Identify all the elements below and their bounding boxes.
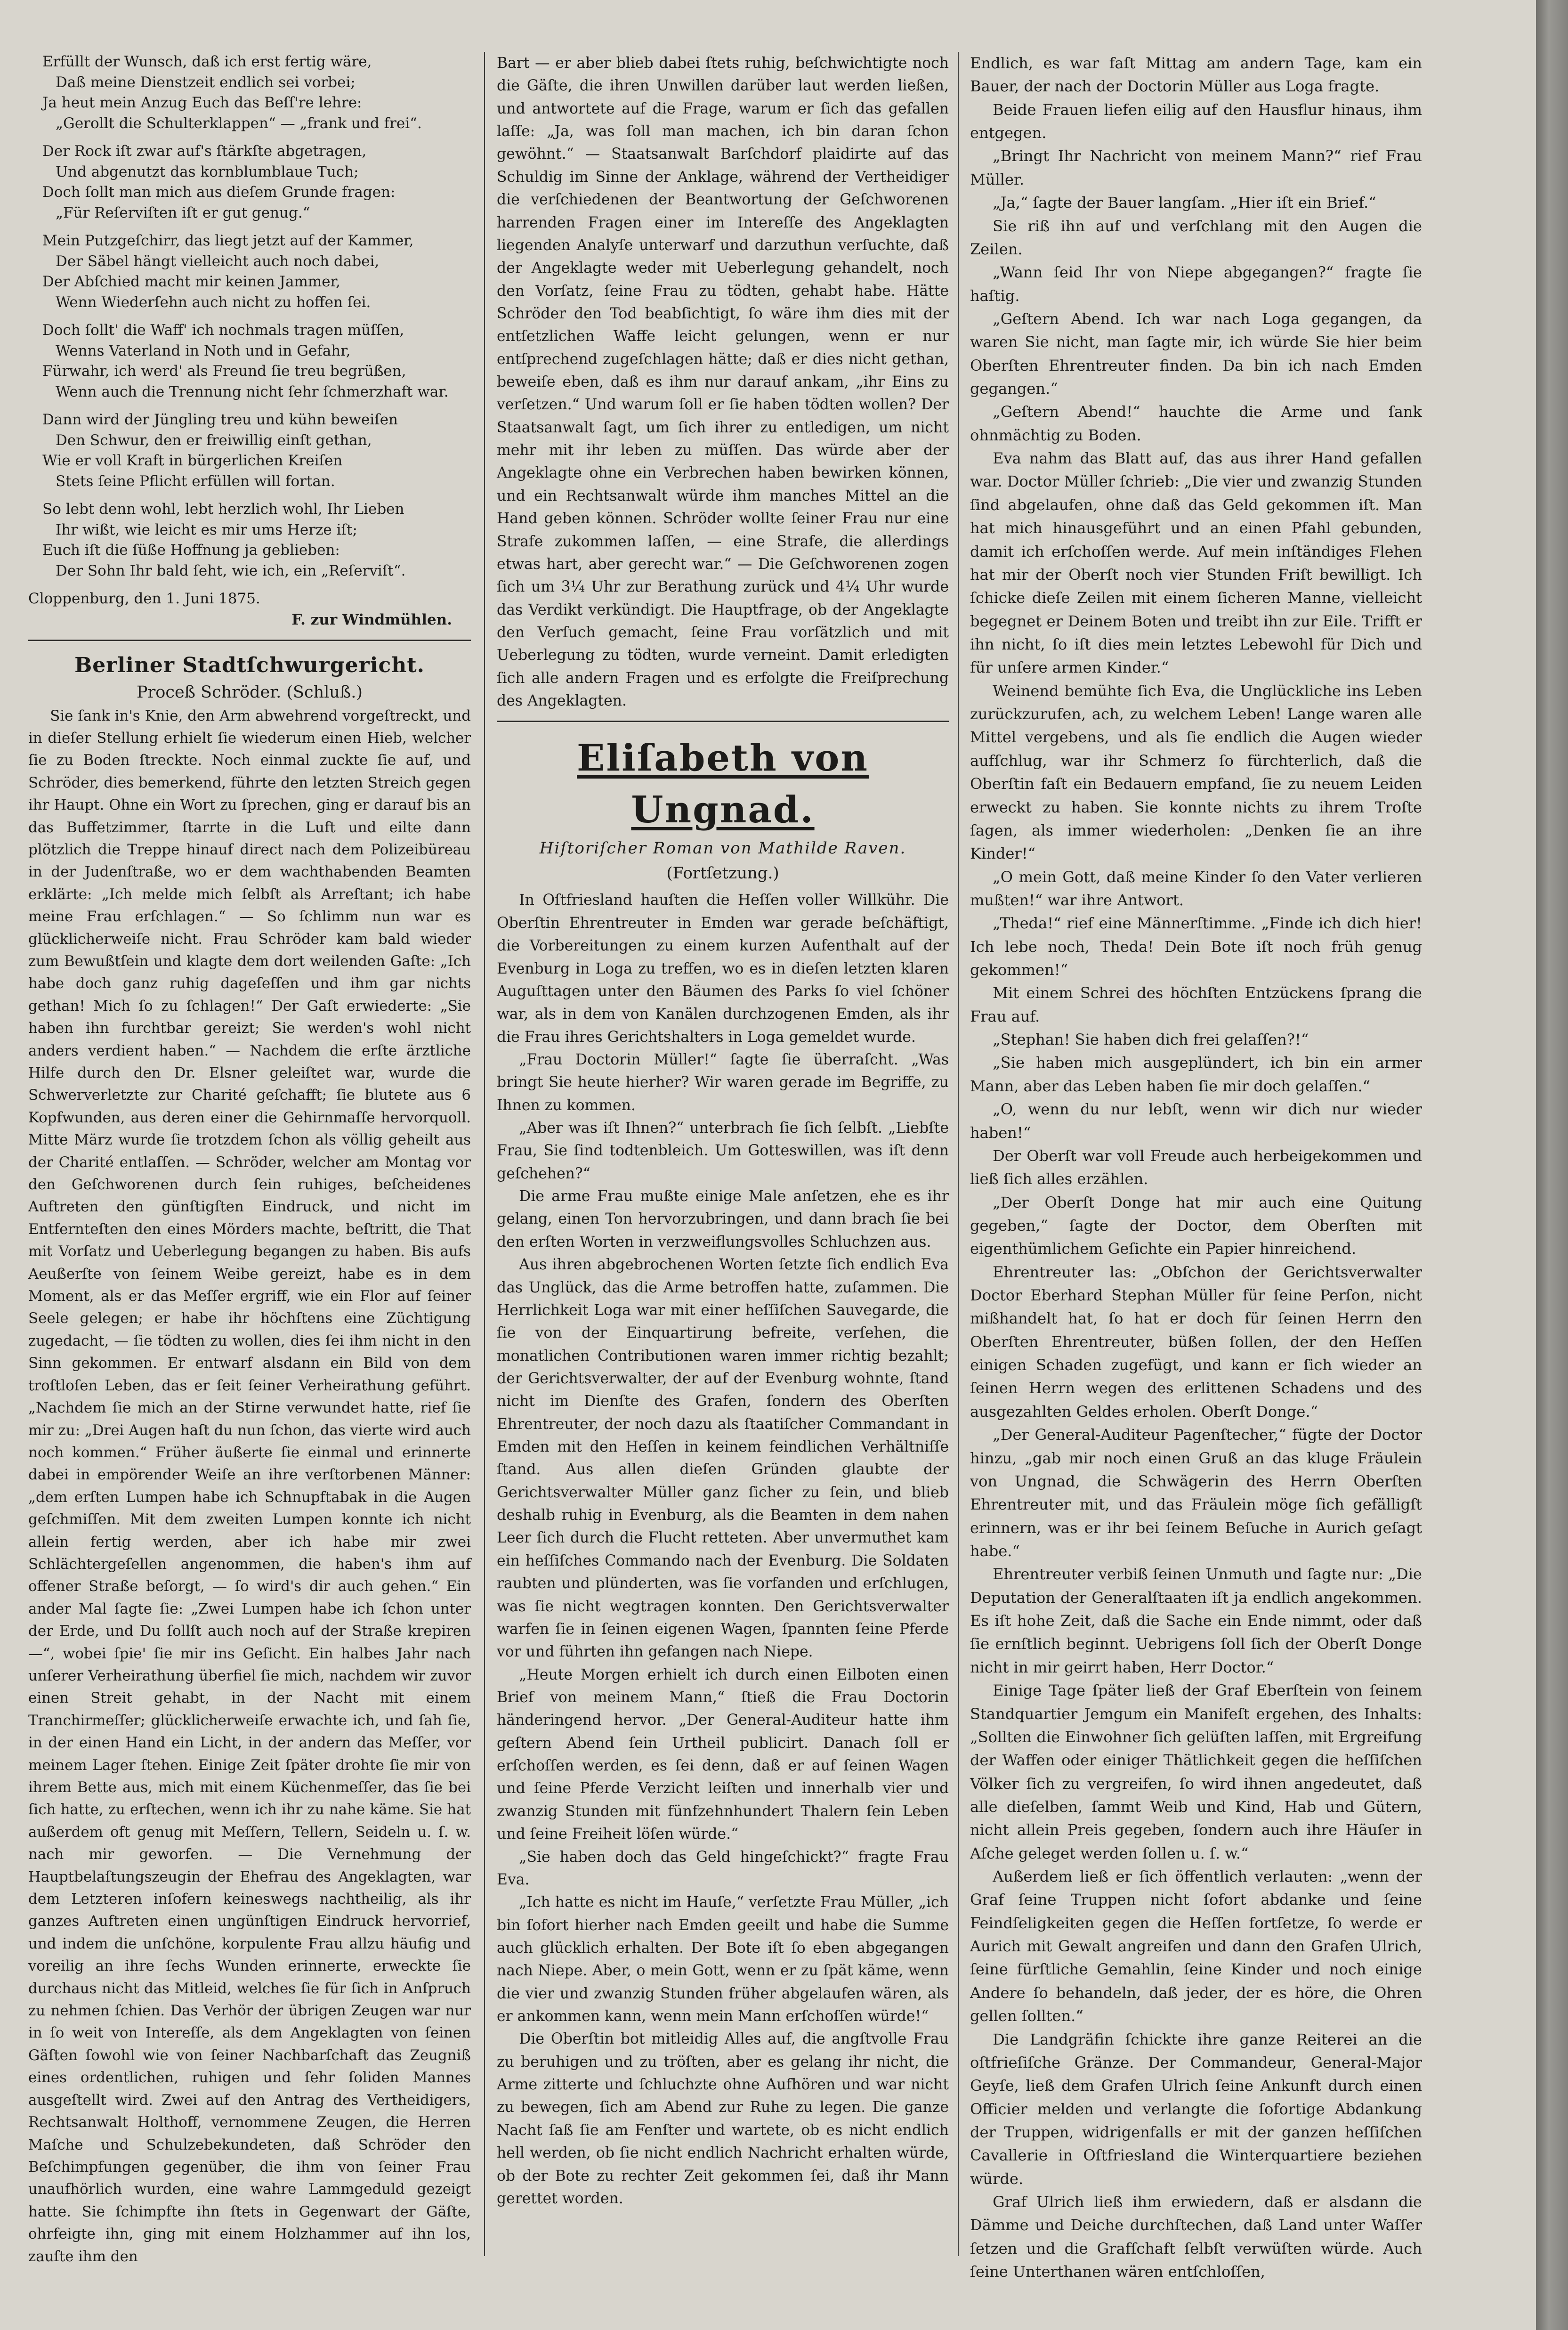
poem-stanza: [42, 231, 471, 313]
paragraph: Die Oberſtin bot mitleidig Alles auf, die angſtvolle Frau zu beruhigen und zu tröſten, aber es gelang ihr nicht, die Arme zitterte und ſchluchzte ohne Aufhören und war nicht zu bewegen, ſich am Abend zur Ruhe zu legen. Die ganze Nacht ſaß ſie am Fenſter und wartete, ob es nicht endlich hell werden, ob ſie nicht endlich Nachricht erhalten würde, ob der Bote zu rechter Zeit gekommen ſei, daß ihr Mann gerettet worden.: [497, 2030, 949, 2207]
paragraph: Endlich, es war faſt Mittag am andern Tage, kam ein Bauer, der nach der Doctorin Müller aus Loga fragte.: [970, 54, 1422, 96]
paragraph: Bart — er aber blieb dabei ſtets ruhig, beſchwichtigte noch die Gäſte, die ihren Unwillen darüber laut werden ließen, und antwortete auf die Frage, warum er ſich das gefallen laſſe: „Ja, was ſoll man machen, ich bin daran ſchon gewöhnt.“ — Staatsanwalt Barſchdorf plaidirte auf das Schuldig im Sinne der Anklage, während der Vertheidiger die verſchiedenen der Beantwortung der Geſchworenen harrenden Fragen einer im Intereſſe des Angeklagten liegenden Analyſe unterwarf und darzuthun verſuchte, daß der Angeklagte weder mit Ueberlegung gehandelt, noch den Vorſatz, ſeine Frau zu tödten, gehabt habe. Hätte Schröder den Tod beabſichtigt, ſo wäre ihm dies mit der entſetzlichen Waffe leicht gelungen, wenn er nur entſprechend zugeſchlagen hätte; daß er dies nicht gethan, beweiſe eben, daß es ihm nur darauf ankam, „ihr Eins zu verſetzen.“ Und warum ſoll er ſie haben tödten wollen? Der Staatsanwalt ſagt, um ſich ihrer zu entledigen, um nicht mehr mit ihr leben zu müſſen. Das würde aber der Angeklagte ohne ein Verbrechen haben bewirken können, und ein Rechtsanwalt würde ihm manches Mittel an die Hand geben können. Schröder wollte ſeiner Frau nur eine Strafe zukommen laſſen, — eine Strafe, die allerdings etwas hart, aber gerecht war.“ — Die Geſchworenen zogen ſich um 3¼ Uhr zur Berathung zurück und 4¼ Uhr wurde das Verdikt verkündigt. Die Hauptfrage, ob der Angeklagte den Verſuch gemacht, ſeine Frau vorſätzlich und mit Ueberlegung zu tödten, wurde verneint. Damit erledigten ſich alle andern Fragen und es erfolgte die Freiſprechung des Angeklagten.: [497, 55, 949, 710]
poem-line: Wenns Vaterland in Noth und in Gefahr,: [56, 342, 351, 359]
paragraph: Beide Frauen liefen eilig auf den Hausflur hinaus, ihm entgegen.: [970, 100, 1422, 142]
poem-stanza: [42, 52, 471, 134]
poem-line: „Für Reſerviſten iſt er gut genug.“: [56, 204, 310, 221]
paragraph: Aus ihren abgebrochenen Worten ſetzte ſich endlich Eva das Unglück, das die Arme betroffen hatte, zuſammen. Die Herrlichkeit Loga war mit einer heſſiſchen Sauvegarde, die ſie von der Einquartirung befreite, verſehen, die monatlichen Contributionen waren immer richtig bezahlt; der Gerichtsverwalter, der auf der Evenburg wohnte, ſtand nicht im Dienſte des Grafen, ſondern des Oberſten Ehrentreuter, der noch dazu als ſtaatiſcher Commandant in Emden mit den Heſſen in keinem feindlichen Verhältniſſe ſtand. Aus allen dieſen Gründen glaubte der Gerichtsverwalter Müller ganz ſicher zu ſein, und blieb deshalb ruhig in Evenburg, als die Beamten in dem nahen Leer ſich durch die Flucht retteten. Aber unvermuthet kam ein heſſiſches Commando nach der Evenburg. Die Soldaten raubten und plünderten, was ſie vorfanden und erſchlugen, was ſie nicht wegtragen konnten. Den Gerichtsverwalter warfen ſie in ſeinen eigenen Wagen, ſpannten ſeine Pferde vor und führten ihn gefangen nach Niepe.: [497, 1256, 949, 1661]
poem-line: Wie er voll Kraft in bürgerlichen Kreiſen: [42, 452, 343, 469]
paragraph: „Sie haben doch das Geld hingeſchickt?“ fragte Frau Eva.: [497, 1848, 949, 1888]
paragraph: „O mein Gott, daß meine Kinder ſo den Vater verlieren mußten!“ war ihre Antwort.: [970, 868, 1422, 909]
poem-signature: F. zur Windmühlen.: [291, 611, 452, 628]
paragraph: In Oſtfriesland hauſten die Heſſen voller Willkühr. Die Oberſtin Ehrentreuter in Emden war gerade beſchäftigt, die Vorbereitungen zu einem kurzen Aufenthalt auf der Evenburg in Loga zu treffen, wo es in dieſen letzten klaren Auguſttagen unter den Bäumen des Parks ſo viel ſchöner war, als in dem von Kanälen durchzogenen Emden, als ihr die Frau ihres Gerichtshalters in Loga gemeldet wurde.: [497, 892, 949, 1046]
novel-continuation: (Fortſetzung.): [666, 864, 779, 883]
paragraph: Der Oberſt war voll Freude auch herbeigekommen und ließ ſich alles erzählen.: [970, 1146, 1422, 1188]
paragraph: „Der General-Auditeur Pagenſtecher,“ fügte der Doctor hinzu, „gab mir noch einen Gruß an das kluge Fräulein von Ungnad, die Schwägerin des Herrn Oberſten Ehrentreuter mit, und das Fräulein möge ſich gefälligſt erinnern, was er ihr bei ſeinem Beſuche in Aurich geſagt habe.“: [970, 1426, 1422, 1560]
court-text-col2: [497, 52, 949, 712]
novel-title: Eliſabeth von Ungnad.: [577, 737, 869, 832]
paragraph: „Ja,“ ſagte der Bauer langſam. „Hier iſt ein Brief.“: [993, 194, 1376, 212]
column-rule-1: [484, 52, 485, 2256]
column-2: [497, 52, 949, 2210]
poem-dateline-block: [28, 589, 471, 609]
paragraph: „Bringt Ihr Nachricht von meinem Mann?“ rief Frau Müller.: [970, 147, 1422, 188]
poem-line: Und abgenutzt das kornblumblaue Tuch;: [56, 163, 359, 180]
novel-subtitle: Hiſtoriſcher Roman von Mathilde Raven.: [539, 839, 906, 858]
poem-stanza: [42, 320, 471, 402]
paragraph: „Geſtern Abend!“ hauchte die Arme und ſank ohnmächtig zu Boden.: [970, 403, 1422, 444]
poem: [42, 52, 471, 581]
paragraph: „Geſtern Abend. Ich war nach Loga gegangen, da waren Sie nicht, man ſagte mir, ich würde Sie hier beim Oberſten Ehrentreuter finden. Da bin ich nach Emden gegangen.“: [970, 309, 1422, 398]
page-edge: [1536, 0, 1568, 2330]
paragraph: „Sie haben mich ausgeplündert, ich bin ein armer Mann, aber das Leben haben ſie mir doch gelaſſen.“: [970, 1054, 1422, 1095]
poem-dateline: Cloppenburg, den 1. Juni 1875.: [28, 590, 260, 607]
paragraph: Die Landgräfin ſchickte ihre ganze Reiterei an die oſtfrieſiſche Gränze. Der Commandeur, General-Major Geyſe, ließ dem Grafen Ulrich ſeine Ankunft durch einen Officier melden und verlangte die ſofortige Abdankung der Truppen, widrigenfalls er mit der ganzen heſſiſchen Cavallerie in Oſtfriesland die Winterquartiere beziehen würde.: [970, 2030, 1422, 2188]
novel-text-col3: [970, 52, 1422, 2284]
court-heading: Berliner Stadtſchwurgericht.: [74, 653, 425, 677]
paragraph: Die arme Frau mußte einige Male anſetzen, ehe es ihr gelang, einen Ton hervorzubringen, und dann brach ſie bei den erſten Worten in verzweiflungsvolles Schluchzen aus.: [497, 1188, 949, 1250]
poem-line: Mein Putzgeſchirr, das liegt jetzt auf der Kammer,: [42, 232, 414, 249]
poem-line: Wenn auch die Trennung nicht ſehr ſchmerzhaft war.: [56, 383, 449, 400]
paragraph: Einige Tage ſpäter ließ der Graf Eberſtein von ſeinem Standquartier Jemgum ein Manifeſt ergehen, des Inhalts: „Sollten die Einwohner ſich gelüſten laſſen, mit Ergreifung der Waffen oder einiger Thätlichkeit gegen die heſſiſchen Völker ſich zu vergreifen, ſo wird ihnen angedeutet, daß alle dieſelben, ſammt Weib und Kind, Hab und Gütern, nicht allein Preis gegeben, ſondern auch ihre Häuſer in Aſche geleget werden ſollen u. ſ. w.“: [970, 1681, 1422, 1862]
poem-line: Fürwahr, ich werd' als Freund ſie treu begrüßen,: [42, 363, 406, 380]
paragraph: „Stephan! Sie haben dich frei gelaſſen?!“: [993, 1031, 1309, 1049]
poem-line: Der Rock iſt zwar auf's ſtärkſte abgetragen,: [42, 143, 367, 160]
paragraph: Ehrentreuter verbiß ſeinen Unmuth und ſagte nur: „Die Deputation der Generalſtaaten iſt ja endlich angekommen. Es iſt hohe Zeit, daß die Sache ein Ende nimmt, oder daß ſie ernſtlich beginnt. Uebrigens ſoll ſich der Oberſt Donge nicht in mir geirrt haben, Herr Doctor.“: [970, 1565, 1422, 1676]
court-text-col1: [28, 705, 471, 2268]
paragraph: Mit einem Schrei des höchſten Entzückens ſprang die Frau auf.: [970, 984, 1422, 1025]
paragraph: „Der Oberſt Donge hat mir auch eine Quitung gegeben,“ ſagte der Doctor, dem Oberſten mit eigenthümlichem Geſichte ein Papier hinreichend.: [970, 1193, 1422, 1258]
poem-stanza: [42, 141, 471, 223]
paragraph: „Theda!“ rief eine Männerſtimme. „Finde ich dich hier! Ich lebe noch, Theda! Dein Bote iſt noch früh genug gekommen!“: [970, 914, 1422, 979]
paragraph: Eva nahm das Blatt auf, das aus ihrer Hand gefallen war. Doctor Müller ſchrieb: „Die vier und zwanzig Stunden ſind abgelaufen, ohne daß das Geld gekommen iſt. Man hat mich hinausgeführt und an einen Pfahl gebunden, damit ich erſchoſſen werde. Auf mein inſtändiges Flehen hat mir der Oberſt noch vier Stunden Friſt bewilligt. Ich ſchicke dieſe Zeilen mit einem ſicheren Manne, vielleicht begegnet er Deinem Boten und treibt ihn zur Eile. Trifft er ihn nicht, ſo iſt dies mein letztes Lebewohl für Dich und für unſere armen Kinder.“: [970, 449, 1422, 677]
poem-stanza: [42, 499, 471, 581]
novel-text-col2: [497, 889, 949, 2210]
section-rule: [497, 721, 949, 722]
poem-line: „Gerollt die Schulterklappen“ — „frank und frei“.: [56, 114, 422, 132]
poem-line: Ihr wißt, wie leicht es mir ums Herze iſt;: [56, 521, 357, 538]
paragraph: „Heute Morgen erhielt ich durch einen Eilboten einen Brief von meinem Mann,“ ſtieß die Frau Doctorin händeringend hervor. „Der General-Auditeur hatte ihm geſtern Abend ſein Urtheil publicirt. Danach ſoll er erſchoſſen werden, es ſei denn, daß er auf ſeinen Wagen und ſeine Pferde Verzicht leiſten und innerhalb vier und zwanzig Stunden mit fünfzehnhundert Thalern ſein Leben und ſeine Freiheit löſen würde.“: [497, 1666, 949, 1843]
paragraph: Sie ſank in's Knie, den Arm abwehrend vorgeſtreckt, und in dieſer Stellung erhielt ſie wiederum einen Hieb, welcher ſie zu Boden ſtreckte. Noch einmal zuckte ſie auf, und Schröder, dies bemerkend, führte den letzten Streich gegen ihr Haupt. Ohne ein Wort zu ſprechen, ging er darauf bis an das Buffetzimmer, ſtarrte in die Luft und eilte dann plötzlich die Treppe hinauf direct nach dem Polizeibüreau in der Judenſtraße, wo er dem wachthabenden Beamten erklärte: „Ich melde mich ſelbſt als Arreſtant; ich habe meine Frau erſchlagen.“ — So ſchlimm nun war es glücklicherweiſe nicht. Frau Schröder kam bald wieder zum Bewußtſein und klagte dem dort weilenden Gaſte: „Ich habe doch ganz ruhig dageſeſſen und ihm gar nichts gethan! Mich ſo zu ſchlagen!“ Der Gaſt erwiederte: „Sie haben ihn furchtbar gereizt; Sie werden's wohl nicht anders verdient haben.“ — Nachdem die erſte ärztliche Hilfe durch den Dr. Elsner geleiſtet war, wurde die Schwerverletzte zur Charité geſchafft; ſie blutete aus 6 Kopfwunden, aus deren einer die Gehirnmaſſe hervorquoll. Mitte März wurde ſie trotzdem ſchon als völlig geheilt aus der Charité entlaſſen. — Schröder, welcher am Montag vor den Geſchworenen durch ſein ruhiges, beſcheidenes Auftreten den günſtigſten Eindruck, und nicht im Entfernteſten den eines Mörders machte, beſtritt, die That mit Vorſatz und Ueberlegung begangen zu haben. Bis aufs Aeußerſte von ſeinem Weibe gereizt, habe es in dem Moment, als er das Meſſer ergriff, wie ein Flor auf ſeiner Seele gelegen; er habe ihr höchſtens eine Züchtigung zugedacht, — ſie tödten zu wollen, dies ſei ihm nicht in den Sinn gekommen. Er entwarf alsdann ein Bild von dem troſtloſen Leben, das er ſeit ſeiner Verheirathung geführt. „Nachdem ſie mich an der Stirne verwundet hatte, rief ſie mir zu: „Drei Augen haſt du nun ſchon, das vierte wird auch noch kommen.“ Früher äußerte ſie einmal und erinnerte dabei in empörender Weiſe an ihre verſtorbenen Männer: „dem erſten Lumpen habe ich Schnupftabak in die Augen geſchmiſſen. Mit dem zweiten Lumpen konnte ich nicht allein fertig werden, aber ich habe mir zwei Schlächtergeſellen angenommen, die haben's ihm auf offener Straße beſorgt, — ſo wird's dir auch gehen.“ Ein ander Mal ſagte ſie: „Zwei Lumpen habe ich ſchon unter der Erde, und Du ſollſt auch noch auf der Straße krepiren —“, wobei ſpie' ſie mir ins Geſicht. Ein halbes Jahr nach unſerer Verheirathung überfiel ſie mich, nachdem wir zuvor einen Streit gehabt, in der Nacht mit einem Tranchirmeſſer; glücklicherweiſe erwachte ich, und ſah ſie, in der einen Hand ein Licht, in der andern das Meſſer, vor meinem Lager ſtehen. Einige Zeit ſpäter drohte ſie mir von ihrem Bette aus, mich mit einem Küchenmeſſer, das ſie bei ſich hatte, zu erſtechen, wenn ich ihr zu nahe käme. Sie hat außerdem oft genug mit Meſſern, Tellern, Seideln u. ſ. w. nach mir geworfen. — Die Vernehmung der Hauptbelaſtungszeugin der Ehefrau des Angeklagten, war dem Letzteren inſofern keineswegs nachtheilig, als ihr ganzes Auftreten einen ungünſtigen Eindruck hervorrief, und indem die unſchöne, korpulente Frau allzu häufig und voreilig an ihre ſechs Wunden erinnerte, erweckte ſie durchaus nicht das Mitleid, welches ſie für ſich in Anſpruch zu nehmen ſchien. Das Verhör der übrigen Zeugen war nur in ſo weit von Intereſſe, als dem Angeklagten von ſeinen Gäſten ſowohl wie von ſeiner Nachbarſchaft das Zeugniß eines ordentlichen, ruhigen und ſehr ſoliden Mannes ausgeſtellt wird. Zwei auf den Antrag des Vertheidigers, Rechtsanwalt Holthoff, vernommene Zeugen, die Herren Maſche und Schulzebekundeten, daß Schröder den Beſchimpfungen gegenüber, die ihm von ſeiner Frau unaufhörlich wurden, eine wahre Lammgeduld gezeigt hatte. Sie ſchimpfte ihn ſtets in Gegenwart der Gäſte, ohrfeigte ihn, ging mit einem Holzhammer auf ihn los, zauſte ihm den: [28, 707, 471, 2265]
column-3: [970, 52, 1422, 2284]
paragraph: Graf Ulrich ließ ihm erwiedern, daß er alsdann die Dämme und Deiche durchſtechen, daß Land unter Waſſer ſetzen und die Grafſchaft ſelbſt verwüſten würde. Auch ſeine Unterthanen wären entſchloſſen,: [970, 2193, 1422, 2281]
paragraph: Außerdem ließ er ſich öffentlich verlauten: „wenn der Graf ſeine Truppen nicht ſofort abdanke und ſeine Feindſeligkeiten gegen die Heſſen fortſetze, ſo werde er Aurich mit Gewalt angreifen und dann den Grafen Ulrich, ſeine fürſtliche Gemahlin, ſeine Kinder und noch einige Andere ſo behandeln, daß jeder, der es höre, die Ohren gellen ſollten.“: [970, 1867, 1422, 2025]
poem-line: Den Schwur, den er freiwillig einſt gethan,: [56, 431, 372, 449]
poem-line: Euch iſt die ſüße Hoffnung ja geblieben:: [42, 542, 340, 559]
poem-line: Doch ſollt' die Waff' ich nochmals tragen müſſen,: [42, 322, 404, 339]
poem-line: Wenn Wiederſehn auch nicht zu hoffen ſei.: [56, 293, 371, 311]
court-subheading: Proceß Schröder. (Schluß.): [136, 682, 363, 702]
paragraph: „Wann ſeid Ihr von Niepe abgegangen?“ fragte ſie haſtig.: [970, 263, 1422, 305]
column-rule-2: [958, 52, 959, 2256]
paragraph: „Aber was iſt Ihnen?“ unterbrach ſie ſich ſelbſt. „Liebſte Frau, Sie ſind todtenbleich. Um Gotteswillen, was iſt denn geſchehen?“: [497, 1120, 949, 1182]
poem-line: Der Säbel hängt vielleicht auch noch dabei,: [56, 252, 380, 270]
poem-line: Stets ſeine Pflicht erfüllen will fortan.: [56, 472, 335, 490]
poem-line: Ja heut mein Anzug Euch das Beſſ're lehre:: [42, 94, 362, 111]
poem-stanza: [42, 410, 471, 492]
paragraph: Weinend bemühte ſich Eva, die Unglückliche ins Leben zurückzurufen, ach, zu welchem Leben! Lange waren alle Mittel vergebens, und als ſie endlich die Augen wieder aufſchlug, war ihr Schmerz ſo fürchterlich, daß die Oberſtin faſt ein Bedauern empfand, ſie zu neuem Leiden erweckt zu haben. Sie konnte nichts zu ihrem Troſte ſagen, als immer wiederholen: „Denken ſie an ihre Kinder!“: [970, 682, 1422, 863]
poem-line: Erfüllt der Wunsch, daß ich erst fertig wäre,: [42, 53, 372, 70]
poem-line: So lebt denn wohl, lebt herzlich wohl, Ihr Lieben: [42, 501, 404, 518]
paragraph: „Frau Doctorin Müller!“ ſagte ſie überraſcht. „Was bringt Sie heute hierher? Wir waren gerade im Begriffe, zu Ihnen zu kommen.: [497, 1051, 949, 1114]
paragraph: „Ich hatte es nicht im Hauſe,“ verſetzte Frau Müller, „ich bin ſofort hierher nach Emden geeilt und habe die Summe auch glücklich erhalten. Der Bote iſt ſo eben abgegangen nach Niepe. Aber, o mein Gott, wenn er zu ſpät käme, wenn die vier und zwanzig Stunden früher abgelaufen wären, als er ankommen kann, wenn mein Mann erſchoſſen würde!“: [497, 1894, 949, 2025]
poem-line: Dann wird der Jüngling treu und kühn beweiſen: [42, 411, 398, 428]
poem-line: Der Sohn Ihr bald ſeht, wie ich, ein „Reſerviſt“.: [56, 562, 406, 579]
poem-line: Daß meine Dienstzeit endlich sei vorbei;: [56, 73, 356, 91]
poem-line: Doch ſollt man mich aus dieſem Grunde fragen:: [42, 184, 396, 201]
section-rule: [28, 640, 471, 641]
poem-line: Der Abſchied macht mir keinen Jammer,: [42, 273, 340, 290]
paragraph: Sie riß ihn auf und verſchlang mit den Augen die Zeilen.: [970, 217, 1422, 258]
paragraph: Ehrentreuter las: „Obſchon der Gerichtsverwalter Doctor Eberhard Stephan Müller für ſeine Perſon, nicht mißhandelt hat, ſo hat er doch für ſeinen Herrn den Oberſten Ehrentreuter, büßen ſollen, der den Heſſen einigen Schaden zugefügt, und kann er ſich wieder an ſeinen Herrn wegen des erlittenen Schadens und des ausgezahlten Geldes erholen. Oberſt Donge.“: [970, 1263, 1422, 1421]
paragraph: „O, wenn du nur lebſt, wenn wir dich nur wieder haben!“: [970, 1100, 1422, 1142]
column-1: [28, 52, 471, 2268]
